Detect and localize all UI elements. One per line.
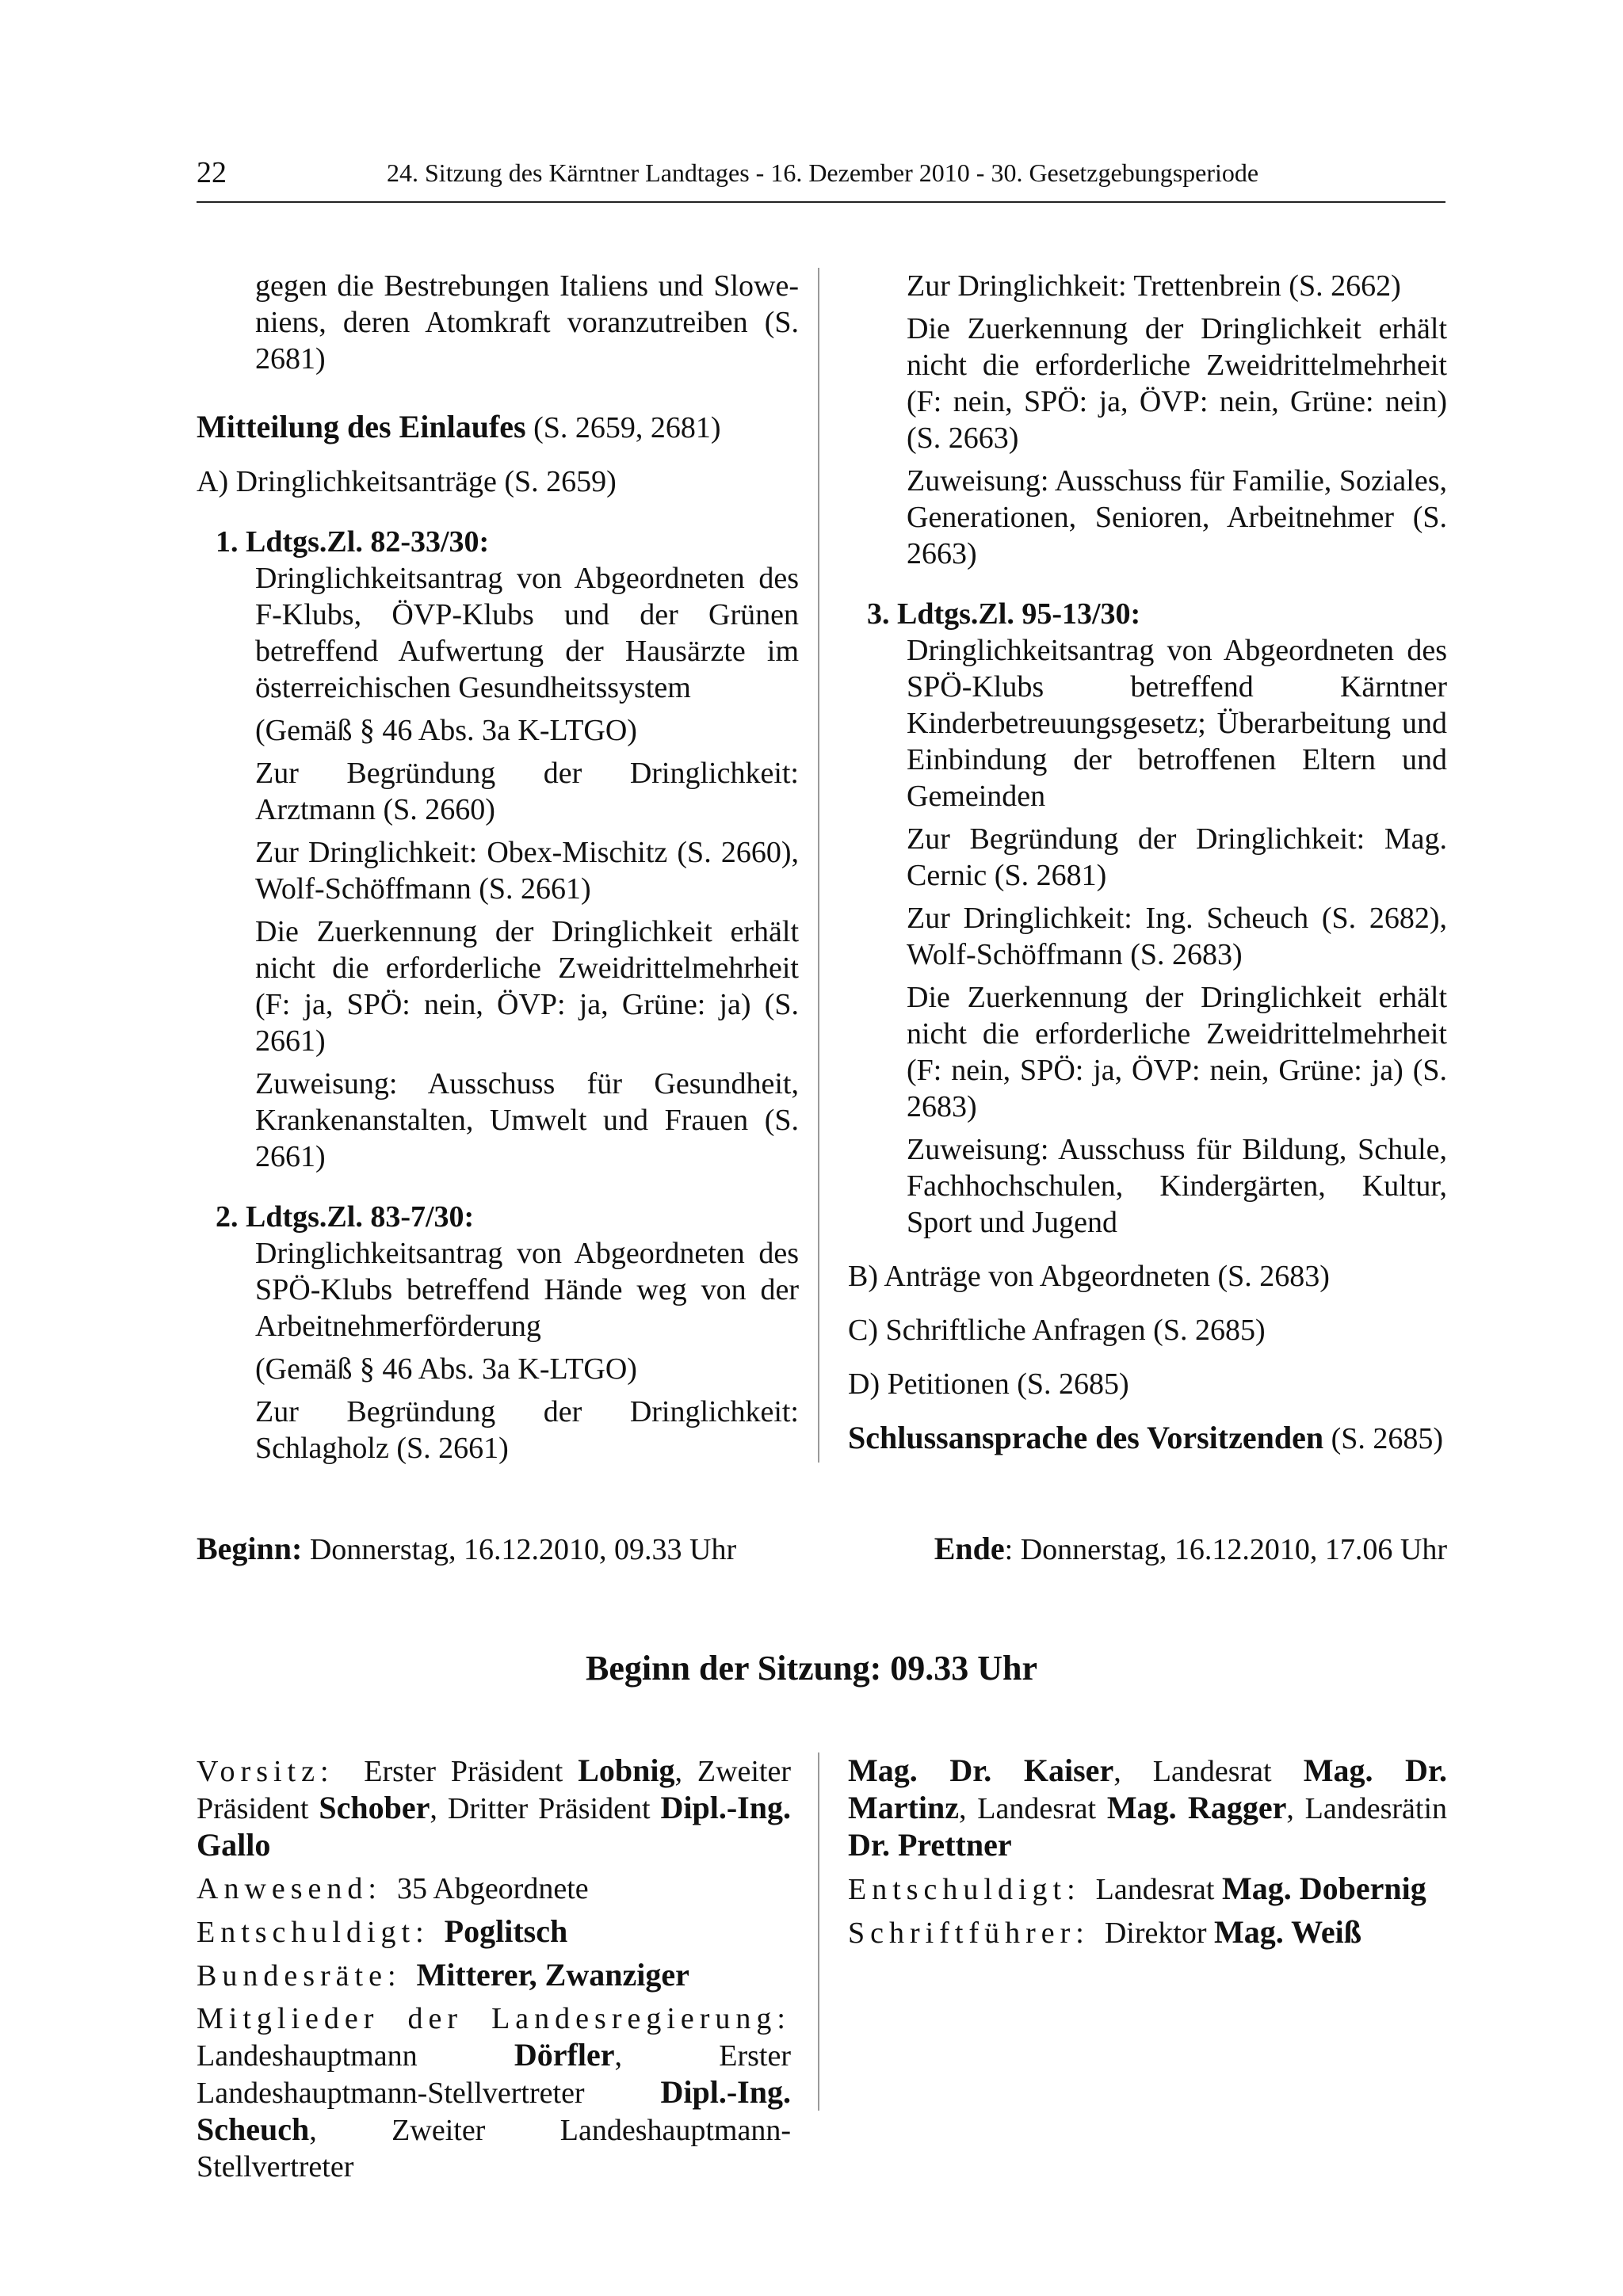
item-dringlichkeit: Zur Dringlichkeit: Trettenbrein (S. 2662) [907, 269, 1401, 303]
regierung-name: Dörfler [514, 2037, 615, 2073]
item-zuerkennung: Die Zuerkennung der Dringlichkeit erhält nicht die erforderliche Zweidrittelmehrheit (F: nein, SPÖ: ja, ÖVP: nein, Grüne: nein) (S. 2663) [907, 312, 1447, 455]
anwesend-label: Anwesend: [197, 1872, 382, 1905]
item-dringlichkeit: Zur Dringlichkeit: Obex-Mischitz (S. 2660), Wolf-Schöffmann (S. 2661) [255, 836, 799, 906]
schluss-title: Schlussansprache des Vorsitzenden [848, 1420, 1324, 1455]
regierung-cont [848, 1753, 1447, 1864]
item-zuerkennung: Die Zuerkennung der Dringlichkeit erhält nicht die erforderliche Zweidrittelmehrheit (F: ja, SPÖ: nein, ÖVP: ja, Grüne: ja) (S. 2661) [255, 915, 799, 1058]
regierung-text: , Erster Landeshauptmann-Stellvertreter [197, 2039, 791, 2110]
item-title: Dringlichkeitsantrag von Abgeordneten des F-Klubs, ÖVP-Klubs und der Grünen betreffend Aufwertung der Hausärzte im österreichischen Gesundheitssystem [255, 562, 799, 704]
item-basis: (Gemäß § 46 Abs. 3a K-LTGO) [255, 714, 637, 747]
page-header [197, 155, 1445, 203]
anwesend-line [197, 1871, 791, 1907]
regierung-line [197, 2000, 791, 2185]
intro-block [197, 268, 799, 377]
regierung-label: Mitglieder der Landesregierung: [197, 2002, 791, 2035]
entschuldigt-value: Poglitsch [444, 1913, 568, 1949]
attendance-left [197, 1753, 791, 2185]
section-b: B) Anträge von Abgeordneten (S. 2683) [848, 1260, 1330, 1293]
item-begruendung: Zur Begründung der Dringlichkeit: Arztmann (S. 2660) [255, 757, 799, 826]
entschuldigt-label: Entschuldigt: [848, 1873, 1081, 1906]
item-3 [848, 596, 1447, 1241]
ende-label: Ende [934, 1531, 1005, 1566]
entschuldigt2-line [848, 1871, 1447, 1908]
vorsitz-text: , Zweiter Präsident [197, 1755, 792, 1825]
column-divider [818, 268, 819, 1463]
item-2 [197, 1199, 799, 1466]
intro-line: gegen die Bestrebungen Italiens und Slowe- [255, 269, 799, 303]
item-heading: 3. Ldtgs.Zl. 95-13/30: [867, 597, 1141, 631]
item-basis: (Gemäß § 46 Abs. 3a K-LTGO) [255, 1352, 637, 1386]
item-title: Dringlichkeitsantrag von Abgeordneten des SPÖ-Klubs betreffend Hände weg von der Arbeitnehmerförderung [255, 1237, 799, 1343]
regierung-text: , Landesrätin [1286, 1792, 1447, 1825]
schluss-heading [848, 1420, 1447, 1457]
mitteilung-heading [197, 409, 799, 446]
column-divider [818, 1753, 819, 2111]
regierung-text: Landeshauptmann [197, 2039, 514, 2073]
item-zuerkennung: Die Zuerkennung der Dringlichkeit erhält nicht die erforderliche Zweidrittelmehrheit (F: nein, SPÖ: ja, ÖVP: nein, Grüne: ja) (S. 2683) [907, 981, 1447, 1123]
regierung-text: , Zweiter Landeshauptmann-Stellvertreter [197, 2114, 791, 2183]
regierung-name: Dipl.-Ing. Scheuch [197, 2074, 791, 2147]
section-c: C) Schriftliche Anfragen (S. 2685) [848, 1314, 1266, 1347]
anwesend-value: 35 Abgeordnete [396, 1872, 589, 1905]
toc-column-left [197, 268, 799, 1466]
regierung-name: Mag. Dr. Kaiser [848, 1753, 1114, 1788]
vorsitz-text: , Dritter Präsident [430, 1792, 661, 1825]
bundesraete-label: Bundesräte: [197, 1959, 402, 1993]
regierung-text: , Landesrat [958, 1792, 1107, 1825]
item-dringlichkeit: Zur Dringlichkeit: Ing. Scheuch (S. 2682), Wolf-Schöffmann (S. 2683) [907, 902, 1447, 971]
schriftfuehrer-text: Direktor [1104, 1917, 1215, 1950]
schluss-ref: (S. 2685) [1323, 1422, 1444, 1455]
section-a: A) Dringlichkeitsanträge (S. 2659) [197, 465, 617, 498]
vorsitz-name: Lobnig [578, 1753, 675, 1788]
ende-time [934, 1531, 1447, 1568]
attendance-right [848, 1753, 1447, 1951]
entschuldigt-label: Entschuldigt: [197, 1916, 430, 1949]
section-d: D) Petitionen (S. 2685) [848, 1367, 1129, 1401]
vorsitz-label: Vorsitz: [197, 1755, 334, 1788]
entschuldigt-text: Landesrat [1095, 1873, 1222, 1906]
toc-column-right [848, 268, 1447, 1457]
item-title: Dringlichkeitsantrag von Abgeordneten des SPÖ-Klubs betreffend Kärntner Kinderbetreuungsgesetz; Überarbeitung und Einbindung der betroffenen Eltern und Gemeinden [907, 634, 1447, 813]
bundesraete-line [197, 1957, 791, 1994]
schriftfuehrer-name: Mag. Weiß [1214, 1914, 1361, 1950]
item-zuweisung: Zuweisung: Ausschuss für Familie, Soziales, Generationen, Senioren, Arbeitnehmer (S. 2663) [907, 464, 1447, 570]
beginn-value: Donnerstag, 16.12.2010, 09.33 Uhr [302, 1533, 737, 1566]
item-heading: 2. Ldtgs.Zl. 83-7/30: [216, 1200, 475, 1234]
vorsitz-name: Schober [319, 1790, 430, 1825]
regierung-text: , Landesrat [1113, 1755, 1304, 1788]
mitteilung-ref: (S. 2659, 2681) [525, 411, 721, 444]
item-zuweisung: Zuweisung: Ausschuss für Bildung, Schule, Fachhochschulen, Kindergärten, Kultur, Sport und Jugend [907, 1133, 1447, 1239]
page-number: 22 [197, 156, 227, 189]
beginn-time [197, 1533, 736, 1566]
regierung-name: Dr. Prettner [848, 1827, 1012, 1863]
mitteilung-title: Mitteilung des Einlaufes [197, 409, 526, 444]
bundesraete-value: Mitterer, Zwanziger [416, 1957, 689, 1993]
schriftfuehrer-label: Schriftführer: [848, 1917, 1090, 1950]
running-title: 24. Sitzung des Kärntner Landtages - 16. Dezember 2010 - 30. Gesetzgebungsperiode [387, 158, 1259, 187]
item-1 [197, 524, 799, 1175]
beginn-label: Beginn: [197, 1531, 303, 1566]
schriftfuehrer-line [848, 1914, 1447, 1951]
item-heading: 1. Ldtgs.Zl. 82-33/30: [216, 525, 490, 559]
session-title: Beginn der Sitzung: 09.33 Uhr [585, 1649, 1038, 1688]
regierung-name: Mag. Dr. Martinz [848, 1753, 1447, 1825]
vorsitz-text: Erster Präsident [364, 1755, 579, 1788]
ende-value: : Donnerstag, 16.12.2010, 17.06 Uhr [1004, 1533, 1447, 1566]
vorsitz-line [197, 1753, 791, 1864]
entschuldigt-name: Mag. Dobernig [1221, 1871, 1426, 1906]
intro-line: 2681) [255, 342, 326, 376]
vorsitz-name: Dipl.-Ing. Gallo [197, 1790, 791, 1863]
item-zuweisung: Zuweisung: Ausschuss für Gesundheit, Krankenanstalten, Umwelt und Frauen (S. 2661) [255, 1067, 799, 1173]
intro-line: niens, deren Atomkraft voranzutreiben (S. [255, 306, 799, 339]
entschuldigt-line [197, 1913, 791, 1951]
session-times [197, 1531, 1447, 1568]
regierung-name: Mag. Ragger [1106, 1790, 1287, 1825]
item-begruendung: Zur Begründung der Dringlichkeit: Mag. Cernic (S. 2681) [907, 822, 1447, 892]
item-begruendung: Zur Begründung der Dringlichkeit: Schlagholz (S. 2661) [255, 1395, 799, 1465]
